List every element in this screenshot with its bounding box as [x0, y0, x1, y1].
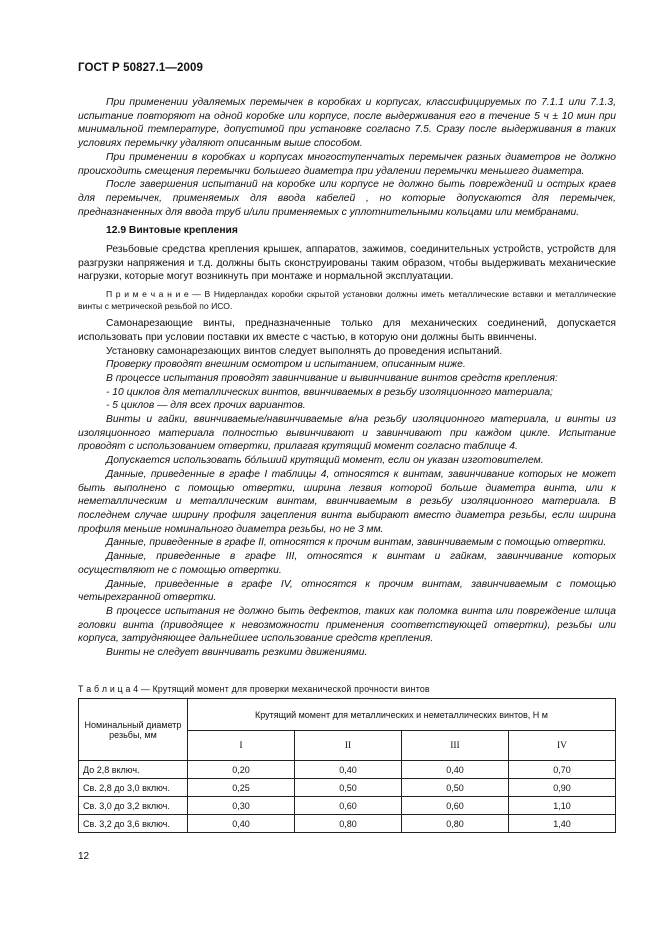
paragraph-installation: Установку самонарезающих винтов следует выполнять до проведения испытаний.: [106, 345, 503, 357]
document-header: ГОСТ Р 50827.1—2009: [78, 62, 203, 74]
paragraph-no-defects: В процессе испытания не должно быть дефектов, таких как поломка винта или повреждение шлица головки винта (приводящее к невозможности применения соответствующей отвертки), резьбы или корпуса, затрудняющее дальнейшее использование средств крепления.: [78, 605, 616, 645]
row-diameter: Св. 3,0 до 3,2 включ.: [79, 797, 188, 815]
cell-value: 1,40: [508, 815, 615, 833]
table-row: [79, 797, 616, 815]
cell-value: 0,70: [508, 761, 615, 779]
table-row: [79, 815, 616, 833]
cell-value: 0,90: [508, 779, 615, 797]
header-torque: Крутящий момент для металлических и неметаллических винтов, Н м: [188, 699, 616, 731]
table-row: [79, 761, 616, 779]
table-row: [79, 779, 616, 797]
paragraph-column-iii: Данные, приведенные в графе III, относятся к винтам и гайкам, завинчивание которых осуществляют не с помощью отвертки.: [78, 551, 616, 576]
cell-value: 0,20: [188, 761, 295, 779]
cell-value: 0,80: [294, 815, 401, 833]
paragraph-column-iv: Данные, приведенные в графе IV, относятся к прочим винтам, завинчиваемым с помощью четырехгранной отвертки.: [78, 578, 616, 604]
header-col-i: I: [188, 731, 295, 761]
header-col-ii: II: [294, 731, 401, 761]
cell-value: 0,40: [188, 815, 295, 833]
bullet-metal-screws: - 10 циклов для металлических винтов, ввинчиваемых в резьбу изоляционного материала;: [106, 386, 553, 398]
note-netherlands: П р и м е ч а н и е — В Нидерландах коробки скрытой установки должны иметь металлические вставки и металлические винты с метрической резьбой по ИСО.: [78, 289, 616, 311]
torque-table: [78, 698, 616, 833]
paragraph-after-tests: После завершения испытаний на коробке или корпусе не должно быть повреждений и острых краев для перемычек, применяемых для ввода кабелей , но которые допускаются для перемычек, предназначенных для ввода труб и/или применяемых с уплотнительными кольцами или мембранами.: [78, 179, 616, 218]
cell-value: 0,25: [188, 779, 295, 797]
cell-value: 1,10: [508, 797, 615, 815]
bullet-other: - 5 циклов — для всех прочих вариантов.: [106, 400, 306, 412]
header-diameter: Номинальный диаметр резьбы, мм: [79, 699, 188, 761]
paragraph-screws-nuts: Винты и гайки, ввинчиваемые/навинчиваемые в/на резьбу изоляционного материала, и винты из изоляционного материала полностью вывинчивают и завинчивают при каждом цикле. Испытание проводят с использованием отвертки, прилагая крутящий момент согласно таблице 4.: [78, 414, 616, 453]
paragraph-column-ii: Данные, приведенные в графе II, относятся к прочим винтам, завинчиваемым с помощью отвертки.: [106, 537, 607, 549]
document-body: [78, 96, 616, 660]
page-number: 12: [78, 851, 90, 862]
paragraph-removable-jumpers: При применении удаляемых перемычек в коробках и корпусах, классифицируемых по 7.1.1 или 7.1.3, испытание повторяют на одной коробке или корпусе, после выдерживания его в течение 5 ч ± 10 мин при минимальной температуре, допустимой при установке согласно 7.5. Сразу после выдерживания в таких условиях перемычку удаляют описанным выше способом.: [78, 97, 616, 150]
cell-value: 0,30: [188, 797, 295, 815]
table-caption: Т а б л и ц а 4 — Крутящий момент для проверки механической прочности винтов: [78, 684, 430, 694]
paragraph-column-i: Данные, приведенные в графе I таблицы 4, относятся к винтам, завинчивание которых не может быть выполнено с помощью отвертки, ширина лезвия которой больше диаметра винта, или к неметаллическим и металлическим винтам, ввинчиваемым в резьбу изоляционного материала. В последнем случае ширину профиля зацепления винта выбирают вместо диаметра резьбы, если ширина профиля меньше номинального диаметра резьбы, но не 3 мм.: [78, 468, 616, 535]
paragraph-multistage-jumpers: При применении в коробках и корпусах многоступенчатых перемычек разных диаметров не должно происходить смещения перемычки большего диаметра при удалении перемычки меньшего диаметра.: [78, 151, 616, 177]
row-diameter: Св. 2,8 до 3,0 включ.: [79, 779, 188, 797]
cell-value: 0,60: [294, 797, 401, 815]
section-title: 12.9 Винтовые крепления: [106, 225, 238, 237]
paragraph-check: Проверку проводят внешним осмотром и испытанием, описанным ниже.: [106, 359, 466, 371]
cell-value: 0,80: [401, 815, 508, 833]
cell-value: 0,50: [401, 779, 508, 797]
row-diameter: Св. 3,2 до 3,6 включ.: [79, 815, 188, 833]
paragraph-threaded-fastenings: Резьбовые средства крепления крышек, аппаратов, зажимов, соединительных устройств, устройств для разгрузки напряжения и т.д. должны быть сконструированы таким образом, чтобы выдерживать механические нагрузки, которые могут возникнуть при монтаже и нормальной эксплуатации.: [78, 244, 616, 283]
paragraph-test-process: В процессе испытания проводят завинчивание и вывинчивание винтов средств крепления:: [106, 372, 558, 384]
cell-value: 0,60: [401, 797, 508, 815]
row-diameter: До 2,8 включ.: [79, 761, 188, 779]
paragraph-higher-torque: Допускается использовать бо́льший крутящий момент, если он указан изготовителем.: [106, 455, 544, 467]
cell-value: 0,50: [294, 779, 401, 797]
paragraph-self-tapping: Самонарезающие винты, предназначенные только для механических соединений, допускается использовать при условии поставки их вместе с частью, в которую они должны быть ввинчены.: [78, 318, 616, 343]
cell-value: 0,40: [294, 761, 401, 779]
paragraph-no-jerks: Винты не следует ввинчивать резкими движениями.: [106, 647, 368, 659]
header-col-iii: III: [401, 731, 508, 761]
cell-value: 0,40: [401, 761, 508, 779]
header-col-iv: IV: [508, 731, 615, 761]
